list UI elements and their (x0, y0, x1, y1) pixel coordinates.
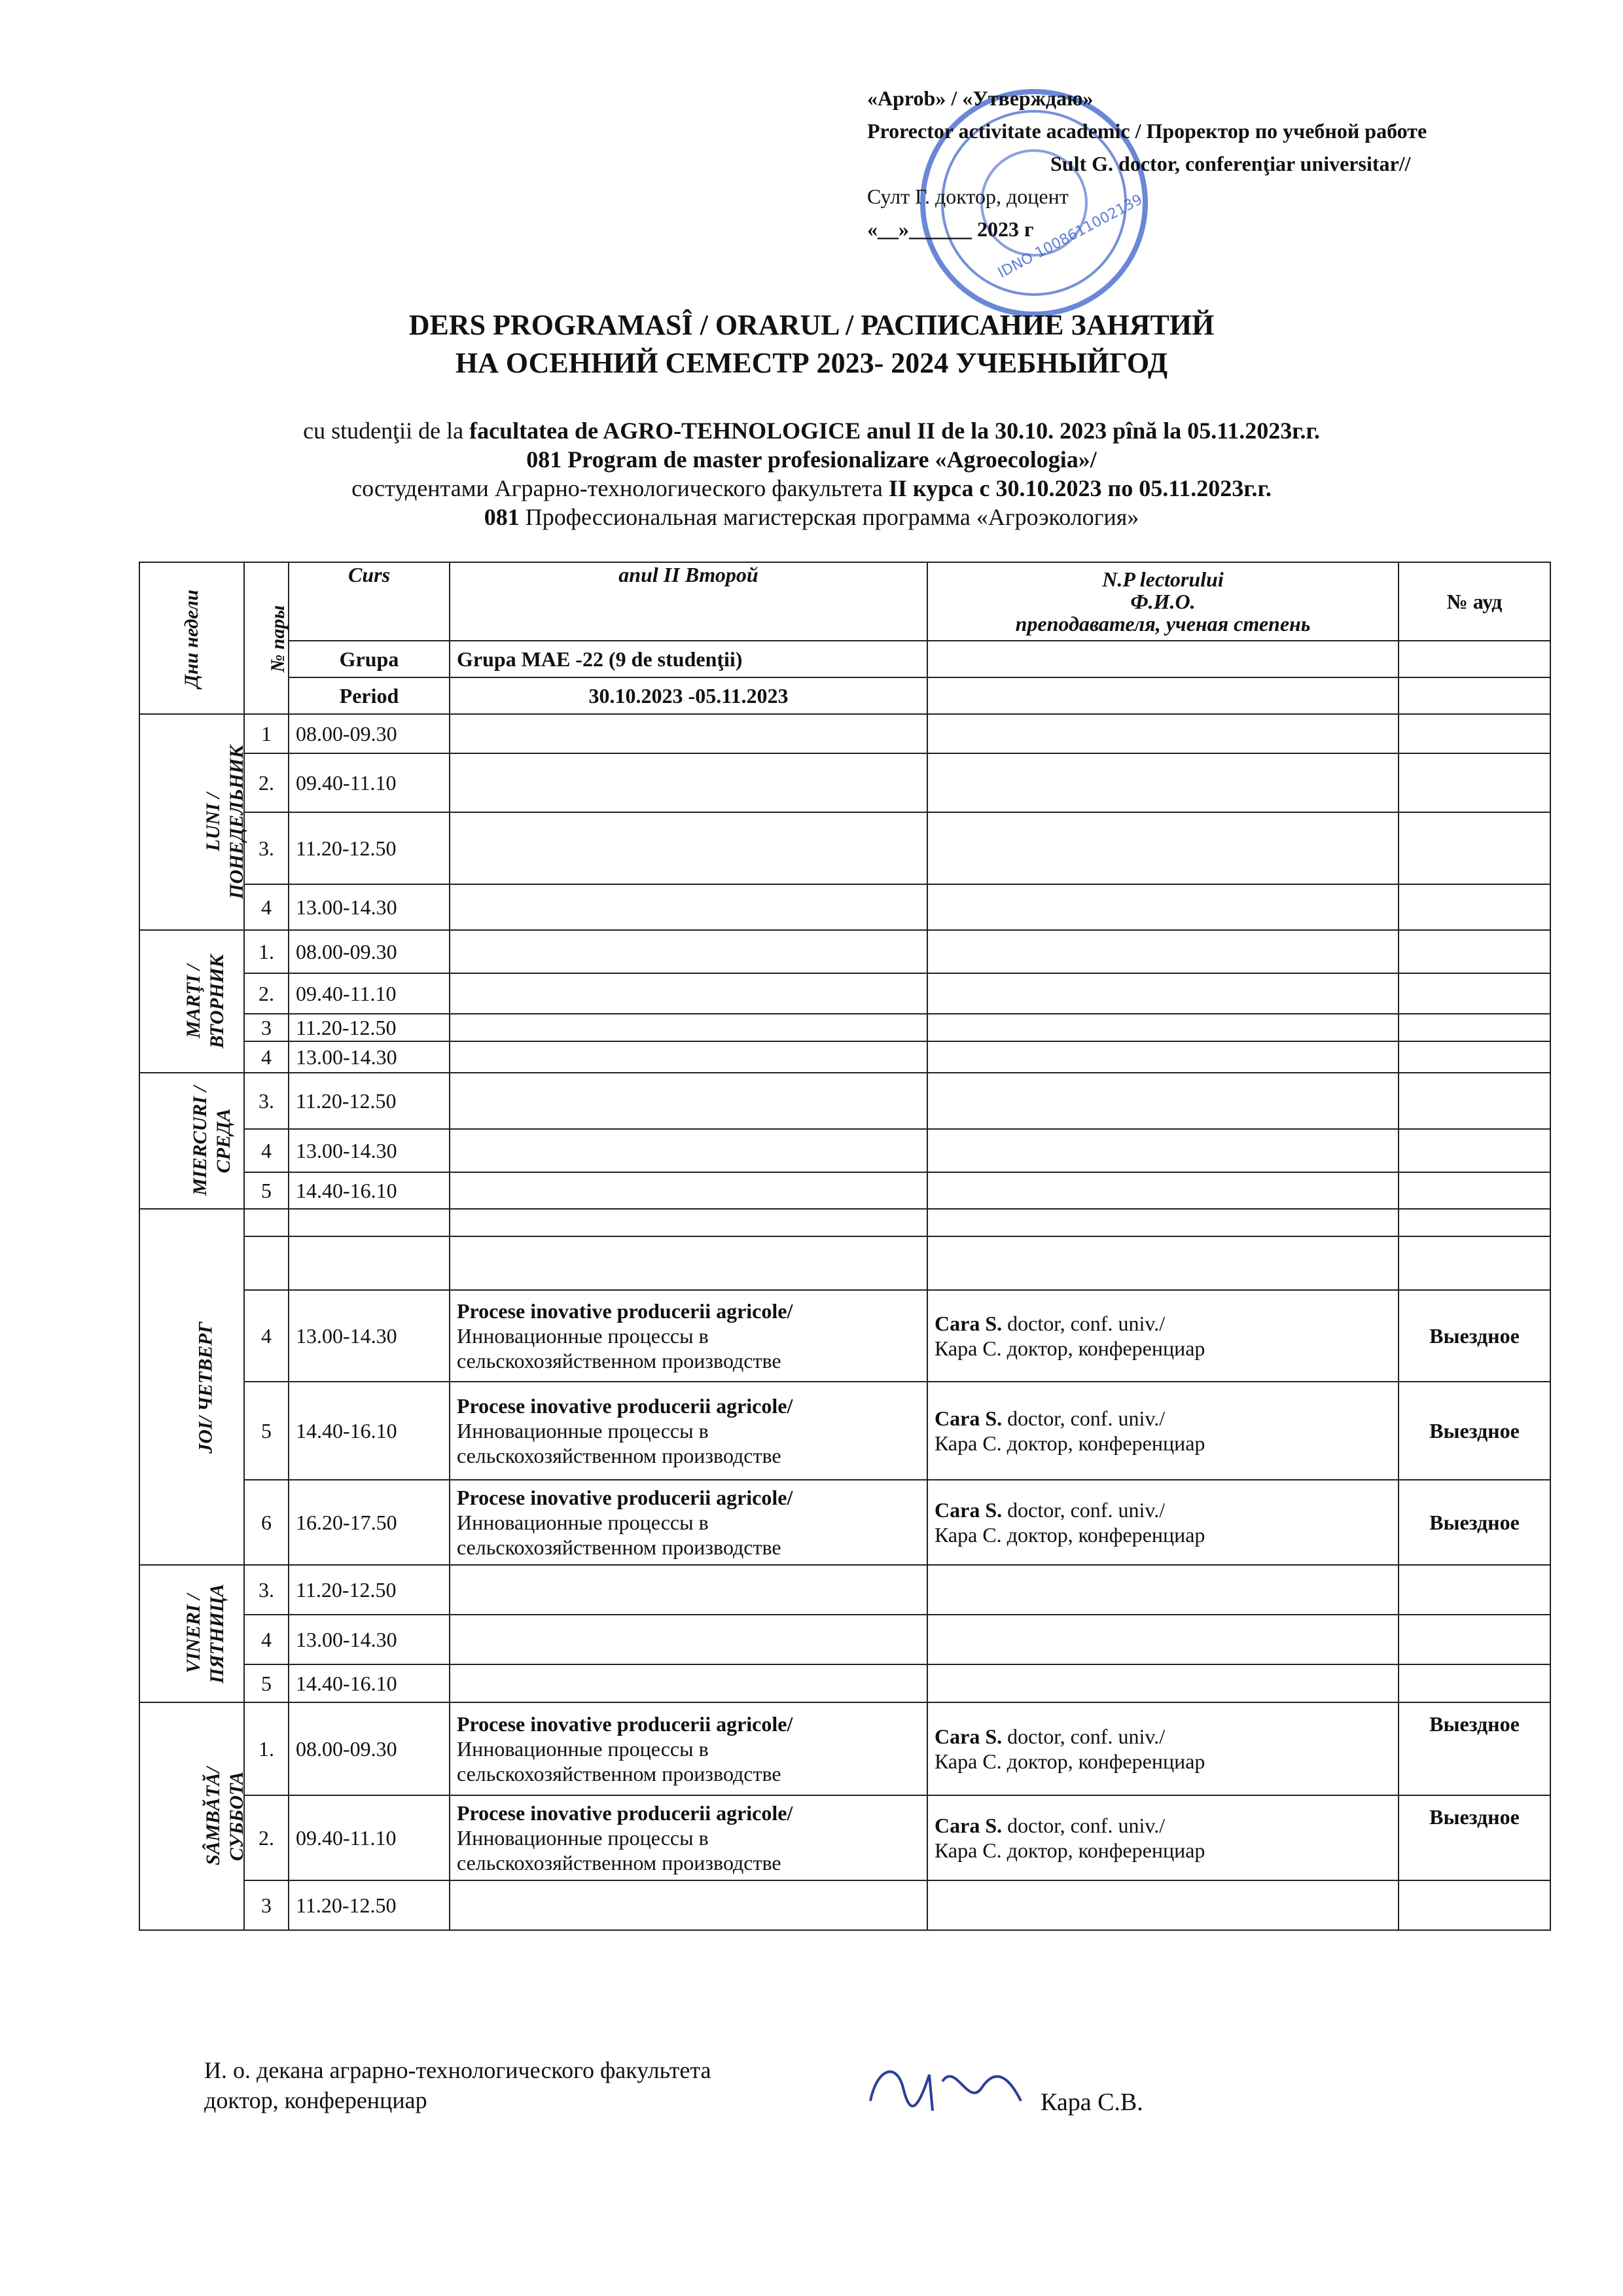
day-monday-label: LUNI / ПОНЕДЕЛЬНИК (202, 745, 247, 899)
pair-time: 08.00-09.30 (289, 930, 450, 973)
grupa-empty-2 (1399, 641, 1550, 677)
grupa-value: Grupa MAE -22 (9 de studenţii) (450, 641, 927, 677)
pair-number: 6 (244, 1480, 289, 1565)
table-row (139, 1880, 1550, 1930)
pair-time: 13.00-14.30 (289, 884, 450, 930)
table-row (139, 884, 1550, 930)
table-row (139, 1209, 1550, 1236)
grupa-empty-1 (927, 641, 1399, 677)
pair-time: 13.00-14.30 (289, 1615, 450, 1664)
lecturer-cell: Cara S. doctor, conf. univ./ Кара С. доктор, конференциар (927, 1480, 1399, 1565)
table-row (139, 1480, 1550, 1565)
header-lecturer-2: Ф.И.О. (1130, 590, 1196, 613)
approval-line-5: «__»______ 2023 г (867, 217, 1034, 241)
footer-line-1: И. о. декана аграрно-технологического факультета (204, 2057, 711, 2083)
grupa-row (139, 641, 1550, 677)
footer-line-2: доктор, конференциар (204, 2087, 427, 2113)
pair-time: 14.40-16.10 (289, 1382, 450, 1480)
period-row (139, 677, 1550, 714)
pair-time: 09.40-11.10 (289, 973, 450, 1014)
day-friday (139, 1565, 244, 1702)
handwritten-signature (857, 2049, 1041, 2127)
table-row (139, 753, 1550, 812)
pair-number: 5 (244, 1172, 289, 1209)
room-cell: Выездное (1399, 1480, 1550, 1565)
header-row (139, 562, 1550, 641)
schedule-title (0, 306, 1623, 382)
pair-number: 5 (244, 1382, 289, 1480)
table-row (139, 1795, 1550, 1880)
table-row (139, 1382, 1550, 1480)
table-row (139, 1129, 1550, 1172)
footer-signature-block (204, 2055, 711, 2115)
info-ru-program-text: Профессиональная магистерская программа «Агроэкология» (519, 504, 1139, 530)
title-line-1: DERS PROGRAMASÎ / ORARUL / РАСПИСАНИЕ ЗАНЯТИЙ (408, 309, 1215, 341)
header-curs: Curs (289, 562, 450, 641)
header-days (139, 562, 244, 714)
info-ru-program (0, 503, 1623, 531)
pair-time: 08.00-09.30 (289, 1702, 450, 1795)
header-days-label: Дни недели (181, 589, 202, 689)
subject-cell: Procese inovative producerii agricole/ Инновационные процессы в сельскохозяйственном производстве (450, 1290, 927, 1382)
pair-time: 11.20-12.50 (289, 1880, 450, 1930)
pair-number: 2. (244, 973, 289, 1014)
pair-time: 13.00-14.30 (289, 1290, 450, 1382)
day-monday (139, 714, 247, 930)
title-line-2: НА ОСЕННИЙ СЕМЕСТР 2023- 2024 УЧЕБНЫЙГОД (455, 347, 1168, 379)
pair-time: 14.40-16.10 (289, 1664, 450, 1702)
day-wednesday-label: MIERCURI / СРЕДА (189, 1086, 234, 1196)
pair-number: 2. (244, 1795, 289, 1880)
table-row (139, 714, 1550, 753)
header-pair (244, 562, 289, 714)
pair-number: 4 (244, 1615, 289, 1664)
pair-number: 1. (244, 930, 289, 973)
info-ro-program-text: 081 Program de master profesionalizare «Agroecologia»/ (526, 446, 1097, 473)
pair-time: 09.40-11.10 (289, 1795, 450, 1880)
pair-time: 13.00-14.30 (289, 1041, 450, 1073)
room-cell: Выездное (1399, 1795, 1550, 1880)
pair-number: 3 (244, 1014, 289, 1041)
subject-cell: Procese inovative producerii agricole/ Инновационные процессы в сельскохозяйственном производстве (450, 1702, 927, 1795)
header-lecturer-3: преподавателя, ученая степень (1015, 612, 1311, 636)
header-pair-label: № пары (267, 605, 289, 673)
table-row (139, 1565, 1550, 1615)
schedule-table (139, 562, 1551, 1931)
subject-cell: Procese inovative producerii agricole/ Инновационные процессы в сельскохозяйственном производстве (450, 1795, 927, 1880)
table-row (139, 1041, 1550, 1073)
approval-line-1: «Aprob» / «Утверждаю» (867, 86, 1094, 110)
table-row (139, 1236, 1550, 1290)
info-ro-prefix: cu studenţii de la (303, 418, 470, 444)
header-year: anul II Второй (450, 562, 927, 641)
approval-line-4: Султ Г. доктор, доцент (867, 185, 1069, 208)
info-ru-code: 081 (484, 504, 520, 530)
table-row (139, 1664, 1550, 1702)
day-tuesday (139, 930, 244, 1073)
day-saturday (139, 1702, 247, 1930)
lecturer-cell: Cara S. doctor, conf. univ./ Кара С. доктор, конференциар (927, 1290, 1399, 1382)
subject-cell: Procese inovative producerii agricole/ Инновационные процессы в сельскохозяйственном производстве (450, 1382, 927, 1480)
period-empty-2 (1399, 677, 1550, 714)
info-ru-main: II курса с 30.10.2023 по 05.11.2023г.г. (888, 475, 1272, 501)
info-ru-prefix: состудентами Аграрно-технологического факультета (351, 475, 889, 501)
day-wednesday (139, 1073, 244, 1209)
header-grupa: Grupa (289, 641, 450, 677)
table-row (139, 1702, 1550, 1795)
pair-number: 4 (244, 1041, 289, 1073)
table-row (139, 1290, 1550, 1382)
pair-number: 3. (244, 812, 289, 884)
pair-number: 4 (244, 884, 289, 930)
day-friday-label: VINERI / ПЯТНИЦА (183, 1583, 228, 1684)
period-empty-1 (927, 677, 1399, 714)
table-row (139, 930, 1550, 973)
table-row (139, 973, 1550, 1014)
subject-cell: Procese inovative producerii agricole/ Инновационные процессы в сельскохозяйственном производстве (450, 1480, 927, 1565)
pair-time: 09.40-11.10 (289, 753, 450, 812)
pair-number: 4 (244, 1129, 289, 1172)
info-ru-line (0, 474, 1623, 503)
period-value: 30.10.2023 -05.11.2023 (450, 677, 927, 714)
pair-number: 4 (244, 1290, 289, 1382)
pair-time: 11.20-12.50 (289, 812, 450, 884)
room-cell: Выездное (1399, 1382, 1550, 1480)
lecturer-cell: Cara S. doctor, conf. univ./ Кара С. доктор, конференциар (927, 1702, 1399, 1795)
pair-time: 14.40-16.10 (289, 1172, 450, 1209)
pair-number: 3. (244, 1565, 289, 1615)
day-thursday-label: JOI/ ЧЕТВЕРГ (194, 1321, 217, 1454)
pair-time: 13.00-14.30 (289, 1129, 450, 1172)
header-lecturer-1: N.P lectorului (1102, 567, 1224, 591)
lecturer-cell: Cara S. doctor, conf. univ./ Кара С. доктор, конференциар (927, 1382, 1399, 1480)
pair-number: 3. (244, 1073, 289, 1129)
pair-time: 08.00-09.30 (289, 714, 450, 753)
lecturer-cell: Cara S. doctor, conf. univ./ Кара С. доктор, конференциар (927, 1795, 1399, 1880)
room-cell: Выездное (1399, 1702, 1550, 1795)
pair-number: 5 (244, 1664, 289, 1702)
pair-time: 11.20-12.50 (289, 1073, 450, 1129)
table-row (139, 1172, 1550, 1209)
header-room: № ауд (1399, 562, 1550, 641)
table-row (139, 812, 1550, 884)
info-ro-line (0, 416, 1623, 445)
table-row (139, 1615, 1550, 1664)
day-saturday-label: SÂMBĂTĂ/ СУББОТА (202, 1767, 247, 1866)
pair-number: 2. (244, 753, 289, 812)
day-tuesday-label: MARŢI / ВТОРНИК (183, 954, 228, 1049)
header-lecturer (927, 562, 1399, 641)
room-cell: Выездное (1399, 1290, 1550, 1382)
pair-time: 11.20-12.50 (289, 1565, 450, 1615)
pair-time: 16.20-17.50 (289, 1480, 450, 1565)
table-row (139, 1014, 1550, 1041)
pair-number: 1. (244, 1702, 289, 1795)
approval-block (867, 82, 1587, 245)
info-ro-main: facultatea de AGRO-TEHNOLOGICE anul II de la 30.10. 2023 pînă la 05.11.2023г.г. (469, 418, 1320, 444)
pair-number: 3 (244, 1880, 289, 1930)
table-row (139, 1073, 1550, 1129)
header-period: Period (289, 677, 450, 714)
pair-time: 11.20-12.50 (289, 1014, 450, 1041)
stamp-idno: IDNO 1008611002139 (995, 191, 1146, 282)
approval-line-3: Sult G. doctor, conferenţiar universitar// (1050, 152, 1411, 175)
info-block (0, 416, 1623, 531)
approval-line-2: Prorector activitate academic / Проректор по учебной работе (867, 119, 1427, 143)
dean-name: Кара С.В. (1041, 2089, 1143, 2116)
pair-number: 1 (244, 714, 289, 753)
info-ro-program (0, 445, 1623, 474)
day-thursday (139, 1209, 244, 1565)
